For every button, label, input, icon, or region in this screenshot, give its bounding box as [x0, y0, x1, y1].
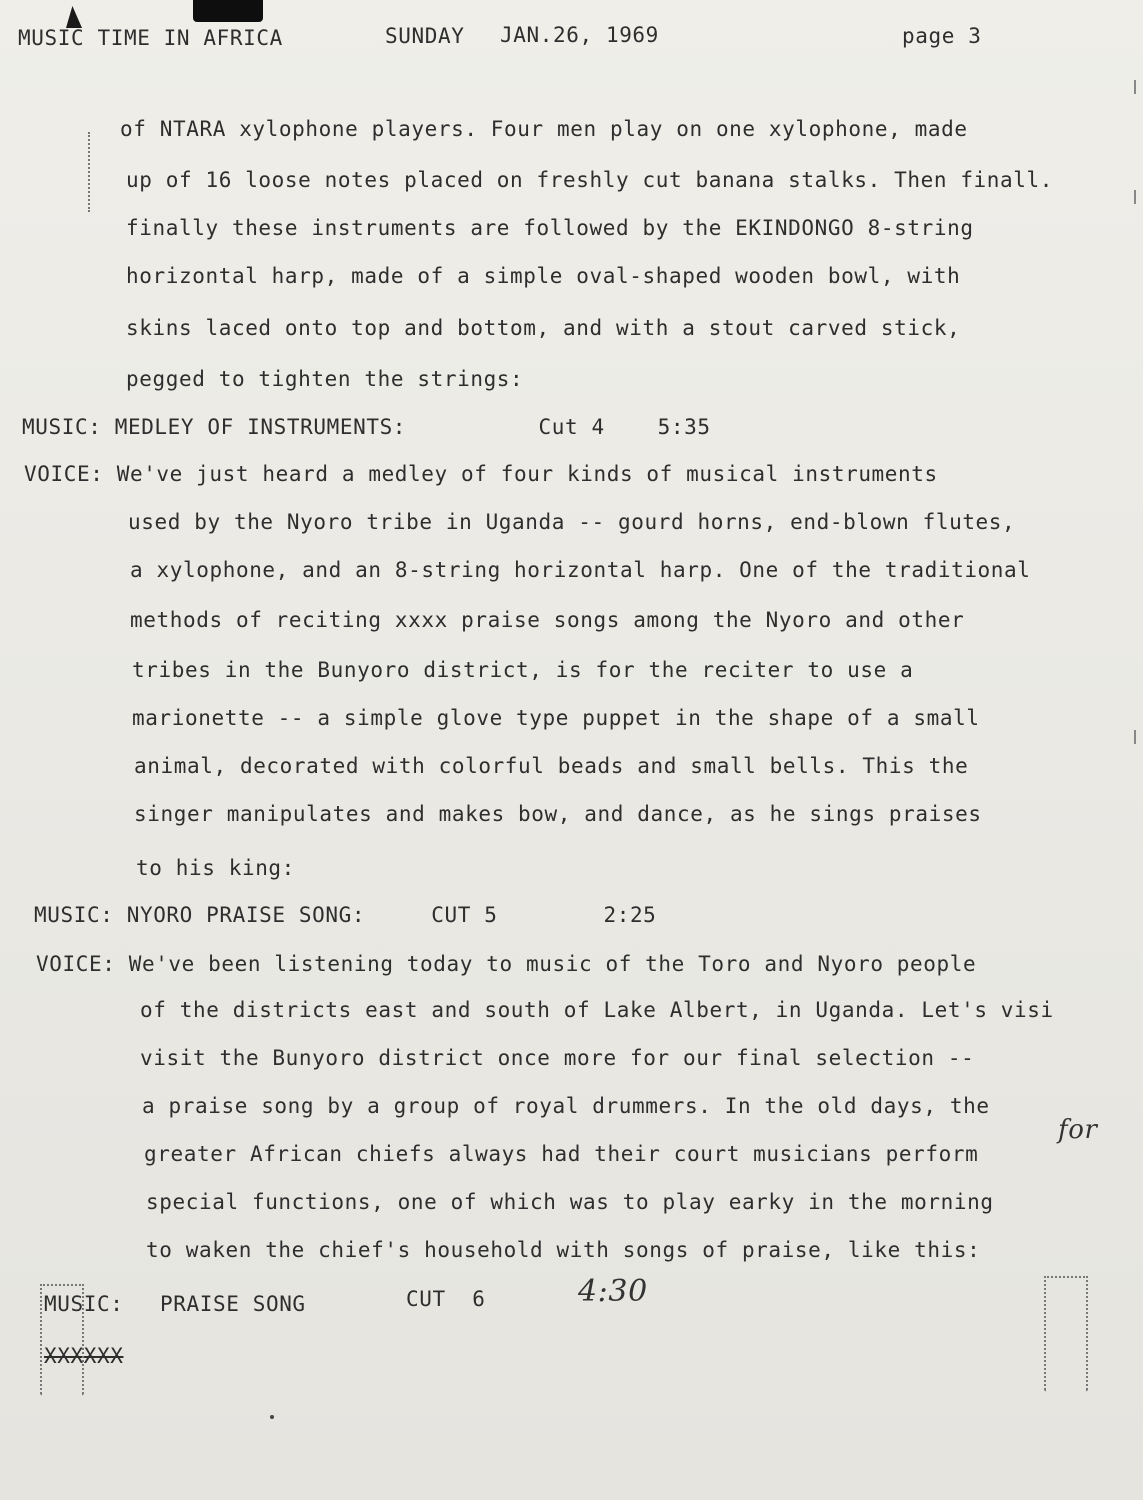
- final-cue-title: PRAISE SONG: [160, 1292, 306, 1316]
- voice-line: VOICE: We've just heard a medley of four kinds of musical instruments: [24, 462, 938, 486]
- handwritten-note: for: [1058, 1115, 1098, 1145]
- margin-tick: [1134, 190, 1136, 204]
- text-line: used by the Nyoro tribe in Uganda -- gourd horns, end-blown flutes,: [128, 510, 1016, 534]
- text-line: to waken the chief's household with songs of praise, like this:: [146, 1238, 981, 1262]
- ink-mark: [66, 6, 82, 28]
- text-line: animal, decorated with colorful beads and small bells. This the: [134, 754, 969, 778]
- text-line: marionette -- a simple glove type puppet in the shape of a small: [132, 706, 980, 730]
- page-number: page 3: [902, 24, 982, 48]
- text-line: singer manipulates and makes bow, and dance, as he sings praises: [134, 802, 982, 826]
- text-line: special functions, one of which was to play earky in the morning: [146, 1190, 994, 1214]
- text-line: a praise song by a group of royal drummers. In the old days, the: [142, 1094, 990, 1118]
- text-line: up of 16 loose notes placed on freshly cut banana stalks. Then finall.: [126, 168, 1054, 192]
- text-line: tribes in the Bunyoro district, is for the reciter to use a: [132, 658, 914, 682]
- text-line: finally these instruments are followed by the EKINDONGO 8-string: [126, 216, 974, 240]
- ink-dot: [270, 1415, 274, 1419]
- header-day: SUNDAY: [385, 24, 465, 48]
- left-perforation: [88, 132, 90, 212]
- final-cue-number: CUT 6: [406, 1287, 486, 1311]
- text-line: a xylophone, and an 8-string horizontal harp. One of the traditional: [130, 558, 1031, 582]
- tape-strip: [193, 0, 263, 22]
- final-cue-label: MUSIC:: [44, 1292, 124, 1316]
- text-line: to his king:: [136, 856, 295, 880]
- punch-hole-right: [1044, 1276, 1088, 1390]
- text-line: greater African chiefs always had their court musicians perform: [144, 1142, 979, 1166]
- text-line: methods of reciting xxxx praise songs among the Nyoro and other: [130, 608, 965, 632]
- text-line: horizontal harp, made of a simple oval-shaped wooden bowl, with: [126, 264, 961, 288]
- voice-line: VOICE: We've been listening today to music of the Toro and Nyoro people: [36, 952, 977, 976]
- punch-hole-left: [40, 1284, 84, 1394]
- text-line: pegged to tighten the strings:: [126, 367, 524, 391]
- struck-text: XXXXXX: [44, 1344, 124, 1368]
- margin-tick: [1134, 80, 1136, 94]
- music-cue-1: MUSIC: MEDLEY OF INSTRUMENTS: Cut 4 5:35: [22, 415, 711, 439]
- program-title: MUSIC TIME IN AFRICA: [18, 26, 283, 50]
- text-line: of the districts east and south of Lake Albert, in Uganda. Let's visi: [140, 998, 1054, 1022]
- text-line: skins laced onto top and bottom, and with a stout carved stick,: [126, 316, 961, 340]
- text-line: visit the Bunyoro district once more for our final selection --: [140, 1046, 975, 1070]
- margin-tick: [1134, 730, 1136, 744]
- final-cue-time: 4:30: [578, 1274, 648, 1309]
- header-date: JAN.26, 1969: [500, 23, 659, 47]
- music-cue-2: MUSIC: NYORO PRAISE SONG: CUT 5 2:25: [34, 903, 657, 927]
- text-line: of NTARA xylophone players. Four men play on one xylophone, made: [120, 117, 968, 141]
